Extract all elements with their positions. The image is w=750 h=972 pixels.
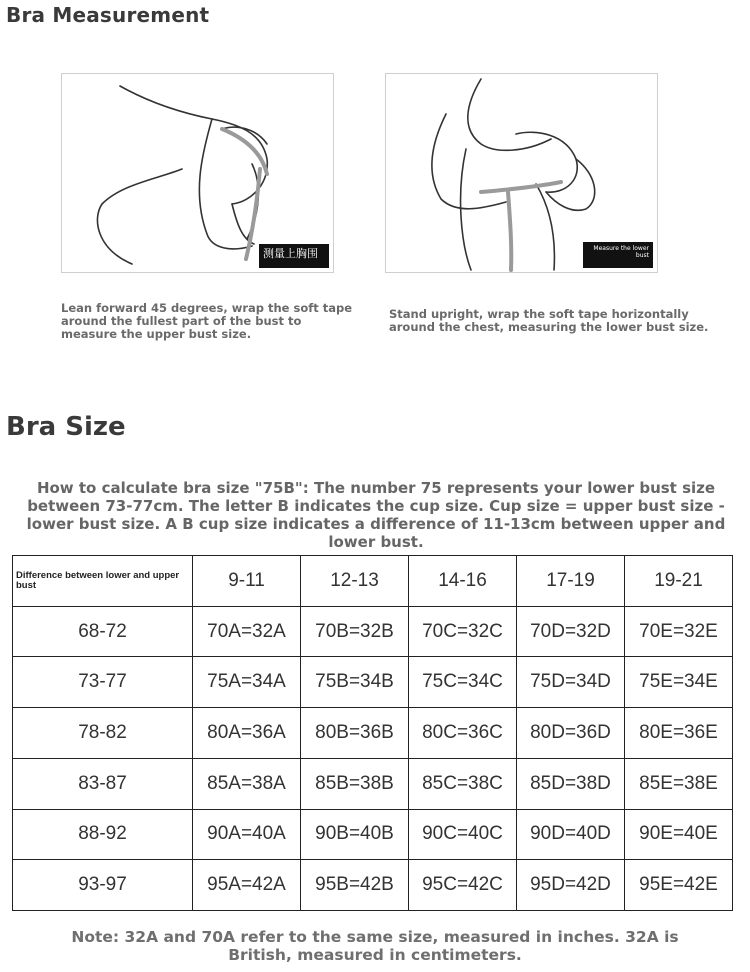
table-cell: 75C=34C: [409, 657, 517, 708]
bra-measurement-title: Bra Measurement: [6, 3, 210, 27]
table-cell: 70A=32A: [193, 606, 301, 657]
table-row: [13, 657, 733, 708]
table-cell: 95B=42B: [301, 860, 409, 911]
table-row: [13, 860, 733, 911]
row-header: 88-92: [13, 809, 193, 860]
table-cell: 70C=32C: [409, 606, 517, 657]
lower-bust-stamp: Measure the lower bust: [583, 242, 653, 268]
column-header: 19-21: [625, 556, 733, 607]
size-note: Note: 32A and 70A refer to the same size, measured in inches. 32A is British, measured in centimeters.: [71, 928, 679, 964]
table-row: [13, 758, 733, 809]
lower-bust-illustration: [385, 73, 658, 273]
table-row: [13, 708, 733, 759]
table-cell: 90B=40B: [301, 809, 409, 860]
table-cell: 85C=38C: [409, 758, 517, 809]
column-header: 17-19: [517, 556, 625, 607]
bra-size-explanation: How to calculate bra size "75B": The number 75 represents your lower bust size between 73-77cm. The letter B indicates the cup size. Cup size = upper bust size - lower bust size. A B cup size indicates a difference of 11-13cm between upper and lower bust.: [26, 479, 726, 551]
table-cell: 75E=34E: [625, 657, 733, 708]
upper-bust-illustration: [61, 73, 334, 273]
column-header: 14-16: [409, 556, 517, 607]
row-header: 83-87: [13, 758, 193, 809]
column-header: 9-11: [193, 556, 301, 607]
table-cell: 70B=32B: [301, 606, 409, 657]
table-cell: 80E=36E: [625, 708, 733, 759]
table-cell: 90D=40D: [517, 809, 625, 860]
table-cell: 80C=36C: [409, 708, 517, 759]
table-cell: 75A=34A: [193, 657, 301, 708]
bra-size-title: Bra Size: [6, 412, 126, 442]
table-cell: 85E=38E: [625, 758, 733, 809]
table-cell: 90E=40E: [625, 809, 733, 860]
table-cell: 95D=42D: [517, 860, 625, 911]
column-header: 12-13: [301, 556, 409, 607]
table-cell: 95C=42C: [409, 860, 517, 911]
table-cell: 85B=38B: [301, 758, 409, 809]
table-cell: 80D=36D: [517, 708, 625, 759]
table-cell: 80B=36B: [301, 708, 409, 759]
lower-bust-caption: Stand upright, wrap the soft tape horizontally around the chest, measuring the lower bust size.: [389, 307, 709, 334]
table-cell: 95E=42E: [625, 860, 733, 911]
row-header: 68-72: [13, 606, 193, 657]
table-cell: 70E=32E: [625, 606, 733, 657]
table-header-row: [13, 556, 733, 607]
table-row: [13, 606, 733, 657]
upper-bust-drawing: [62, 74, 333, 272]
table-cell: 80A=36A: [193, 708, 301, 759]
table-cell: 75B=34B: [301, 657, 409, 708]
table-cell: 70D=32D: [517, 606, 625, 657]
row-header: 73-77: [13, 657, 193, 708]
table-cell: 75D=34D: [517, 657, 625, 708]
table-cell: 85A=38A: [193, 758, 301, 809]
bra-size-table-body: [13, 556, 733, 911]
table-cell: 90A=40A: [193, 809, 301, 860]
upper-bust-caption: Lean forward 45 degrees, wrap the soft tape around the fullest part of the bust to measure the upper bust size.: [61, 301, 353, 341]
table-cell: 95A=42A: [193, 860, 301, 911]
bra-size-table: [12, 555, 733, 911]
row-header: 78-82: [13, 708, 193, 759]
table-cell: 90C=40C: [409, 809, 517, 860]
table-cell: 85D=38D: [517, 758, 625, 809]
row-header: 93-97: [13, 860, 193, 911]
table-corner-label: Difference between lower and upper bust: [13, 556, 193, 607]
upper-bust-stamp: 测量上胸围: [259, 244, 329, 268]
table-row: [13, 809, 733, 860]
